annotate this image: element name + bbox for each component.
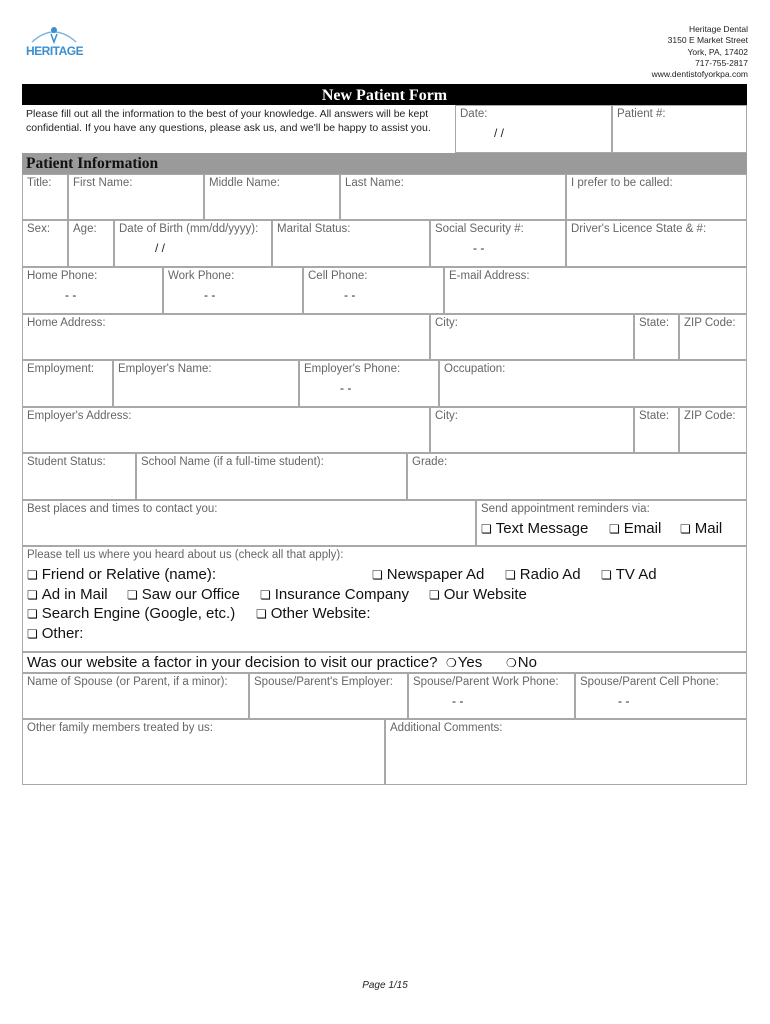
- reminders-field: [476, 500, 747, 546]
- first-name-field[interactable]: [68, 174, 204, 220]
- age-field[interactable]: [68, 220, 114, 267]
- student-status-label: Student Status:: [27, 456, 106, 468]
- practice-website[interactable]: www.dentistofyorkpa.com: [651, 69, 748, 80]
- practice-street: 3150 E Market Street: [667, 35, 748, 46]
- age-label: Age:: [73, 223, 97, 235]
- checkbox-icon[interactable]: ❏: [505, 568, 516, 582]
- grade-field[interactable]: [407, 453, 747, 500]
- home-zip-field[interactable]: [679, 314, 747, 360]
- referral-newspaper[interactable]: ❏ Newspaper Ad: [372, 566, 485, 583]
- referral-mail[interactable]: ❏ Ad in Mail: [27, 586, 108, 603]
- work-phone-separators: - -: [204, 288, 216, 302]
- school-name-label: School Name (if a full-time student):: [141, 456, 324, 468]
- spouse-cell-separators: - -: [618, 694, 630, 708]
- section-title: Patient Information: [22, 153, 747, 174]
- website-yes-option[interactable]: ❍Yes: [446, 654, 483, 671]
- employer-city-label: City:: [435, 410, 458, 422]
- student-status-field[interactable]: [22, 453, 136, 500]
- spouse-work-separators: - -: [452, 694, 464, 708]
- checkbox-icon[interactable]: ❏: [27, 627, 38, 641]
- employer-state-field[interactable]: [634, 407, 679, 453]
- family-members-field[interactable]: [22, 719, 385, 785]
- last-name-field[interactable]: [340, 174, 566, 220]
- employment-field[interactable]: [22, 360, 113, 407]
- referral-other[interactable]: ❏ Other:: [27, 625, 84, 642]
- spouse-employer-field[interactable]: [249, 673, 408, 719]
- tooth-icon: [24, 22, 84, 46]
- preferred-name-field[interactable]: [566, 174, 747, 220]
- family-members-label: Other family members treated by us:: [27, 722, 213, 734]
- work-phone-field[interactable]: [163, 267, 303, 314]
- home-phone-separators: - -: [65, 288, 77, 302]
- checkbox-icon[interactable]: ❏: [127, 588, 138, 602]
- referral-other-website[interactable]: ❏ Other Website:: [256, 605, 371, 622]
- referral-section: [22, 546, 747, 652]
- sex-label: Sex:: [27, 223, 51, 235]
- form-title: New Patient Form: [22, 84, 747, 105]
- license-label: Driver's Licence State & #:: [571, 223, 707, 235]
- date-label: Date:: [460, 108, 488, 120]
- radio-icon[interactable]: ❍: [446, 656, 457, 670]
- radio-icon[interactable]: ❍: [506, 656, 517, 670]
- checkbox-icon[interactable]: ❏: [429, 588, 440, 602]
- referral-insurance[interactable]: ❏ Insurance Company: [260, 586, 410, 603]
- employment-label: Employment:: [27, 363, 95, 375]
- home-city-label: City:: [435, 317, 458, 329]
- checkbox-icon[interactable]: ❏: [609, 522, 620, 536]
- school-name-field[interactable]: [136, 453, 407, 500]
- checkbox-icon[interactable]: ❏: [680, 522, 691, 536]
- email-label: E-mail Address:: [449, 270, 530, 282]
- home-zip-label: ZIP Code:: [684, 317, 736, 329]
- cell-phone-label: Cell Phone:: [308, 270, 368, 282]
- employer-zip-label: ZIP Code:: [684, 410, 736, 422]
- home-city-field[interactable]: [430, 314, 634, 360]
- practice-city: York, PA, 17402: [687, 46, 748, 57]
- dob-field[interactable]: [114, 220, 272, 267]
- website-question-row: [22, 652, 747, 673]
- contact-times-field[interactable]: [22, 500, 476, 546]
- reminders-label: Send appointment reminders via:: [481, 503, 650, 515]
- occupation-label: Occupation:: [444, 363, 506, 375]
- patient-number-field[interactable]: [612, 105, 747, 153]
- checkbox-icon[interactable]: ❏: [27, 568, 38, 582]
- home-address-label: Home Address:: [27, 317, 106, 329]
- ssn-label: Social Security #:: [435, 223, 524, 235]
- home-phone-field[interactable]: [22, 267, 163, 314]
- home-phone-label: Home Phone:: [27, 270, 98, 282]
- heritage-logo: [24, 22, 84, 68]
- intro-text: Please fill out all the information to the best of your knowledge. All answers will be kept confidential. If you have any questions, please ask us, and we'll be happy to assist you.: [26, 108, 431, 135]
- employer-name-label: Employer's Name:: [118, 363, 212, 375]
- reminder-email-option[interactable]: ❏ Email: [609, 520, 662, 537]
- employer-city-field[interactable]: [430, 407, 634, 453]
- employer-address-field[interactable]: [22, 407, 430, 453]
- employer-name-field[interactable]: [113, 360, 299, 407]
- employer-phone-field[interactable]: [299, 360, 439, 407]
- referral-label: Please tell us where you heard about us (check all that apply):: [27, 549, 344, 561]
- spouse-work-phone-field[interactable]: [408, 673, 575, 719]
- spouse-employer-label: Spouse/Parent's Employer:: [254, 676, 393, 688]
- cell-phone-field[interactable]: [303, 267, 444, 314]
- practice-name: Heritage Dental: [688, 24, 748, 34]
- work-phone-label: Work Phone:: [168, 270, 235, 282]
- first-name-label: First Name:: [73, 177, 133, 189]
- license-field[interactable]: [566, 220, 747, 267]
- employer-phone-label: Employer's Phone:: [304, 363, 401, 375]
- referral-friend[interactable]: ❏ Friend or Relative (name):: [27, 566, 216, 583]
- checkbox-icon[interactable]: ❏: [27, 588, 38, 602]
- checkbox-icon[interactable]: ❏: [260, 588, 271, 602]
- email-field[interactable]: [444, 267, 747, 314]
- sex-field[interactable]: [22, 220, 68, 267]
- employer-phone-separators: - -: [340, 381, 352, 395]
- home-state-label: State:: [639, 317, 670, 329]
- ssn-field[interactable]: [430, 220, 566, 267]
- checkbox-icon[interactable]: ❏: [601, 568, 612, 582]
- practice-phone: 717-755-2817: [695, 57, 748, 68]
- home-state-field[interactable]: [634, 314, 679, 360]
- logo-wordmark: HERITAGE: [26, 44, 84, 58]
- date-field[interactable]: [455, 105, 612, 153]
- comments-field[interactable]: [385, 719, 747, 785]
- checkbox-icon[interactable]: ❏: [481, 522, 492, 536]
- spouse-name-field[interactable]: [22, 673, 249, 719]
- marital-status-field[interactable]: [272, 220, 430, 267]
- home-address-field[interactable]: [22, 314, 430, 360]
- dob-label: Date of Birth (mm/dd/yyyy):: [119, 223, 259, 235]
- employer-address-label: Employer's Address:: [27, 410, 132, 422]
- ssn-separators: - -: [473, 241, 485, 255]
- spouse-cell-phone-label: Spouse/Parent Cell Phone:: [580, 676, 719, 688]
- employer-state-label: State:: [639, 410, 670, 422]
- comments-label: Additional Comments:: [390, 722, 503, 734]
- spouse-name-label: Name of Spouse (or Parent, if a minor):: [27, 676, 228, 688]
- spouse-work-phone-label: Spouse/Parent Work Phone:: [413, 676, 559, 688]
- website-no-option[interactable]: ❍No: [506, 654, 537, 671]
- title-field[interactable]: [22, 174, 68, 220]
- middle-name-field[interactable]: [204, 174, 340, 220]
- checkbox-icon[interactable]: ❏: [27, 607, 38, 621]
- grade-label: Grade:: [412, 456, 448, 468]
- referral-radio[interactable]: ❏ Radio Ad: [505, 566, 581, 583]
- referral-search[interactable]: ❏ Search Engine (Google, etc.): [27, 605, 236, 622]
- referral-tv[interactable]: ❏ TV Ad: [601, 566, 657, 583]
- marital-status-label: Marital Status:: [277, 223, 351, 235]
- last-name-label: Last Name:: [345, 177, 404, 189]
- spouse-cell-phone-field[interactable]: [575, 673, 747, 719]
- cell-phone-separators: - -: [344, 288, 356, 302]
- reminder-text-option[interactable]: ❏ Text Message: [481, 520, 589, 537]
- occupation-field[interactable]: [439, 360, 747, 407]
- website-question: Was our website a factor in your decision to visit our practice?: [27, 654, 438, 671]
- contact-times-label: Best places and times to contact you:: [27, 503, 218, 515]
- employer-zip-field[interactable]: [679, 407, 747, 453]
- referral-our-website[interactable]: ❏ Our Website: [429, 586, 527, 603]
- reminder-mail-option[interactable]: ❏ Mail: [680, 520, 723, 537]
- practice-address: [652, 24, 748, 80]
- middle-name-label: Middle Name:: [209, 177, 280, 189]
- preferred-name-label: I prefer to be called:: [571, 177, 673, 189]
- date-separators: / /: [494, 126, 505, 140]
- title-label: Title:: [27, 177, 52, 189]
- page-number: Page 1/15: [362, 980, 408, 991]
- checkbox-icon[interactable]: ❏: [372, 568, 383, 582]
- referral-office[interactable]: ❏ Saw our Office: [127, 586, 240, 603]
- patient-number-label: Patient #:: [617, 108, 666, 120]
- checkbox-icon[interactable]: ❏: [256, 607, 267, 621]
- dob-separators: / /: [155, 241, 166, 255]
